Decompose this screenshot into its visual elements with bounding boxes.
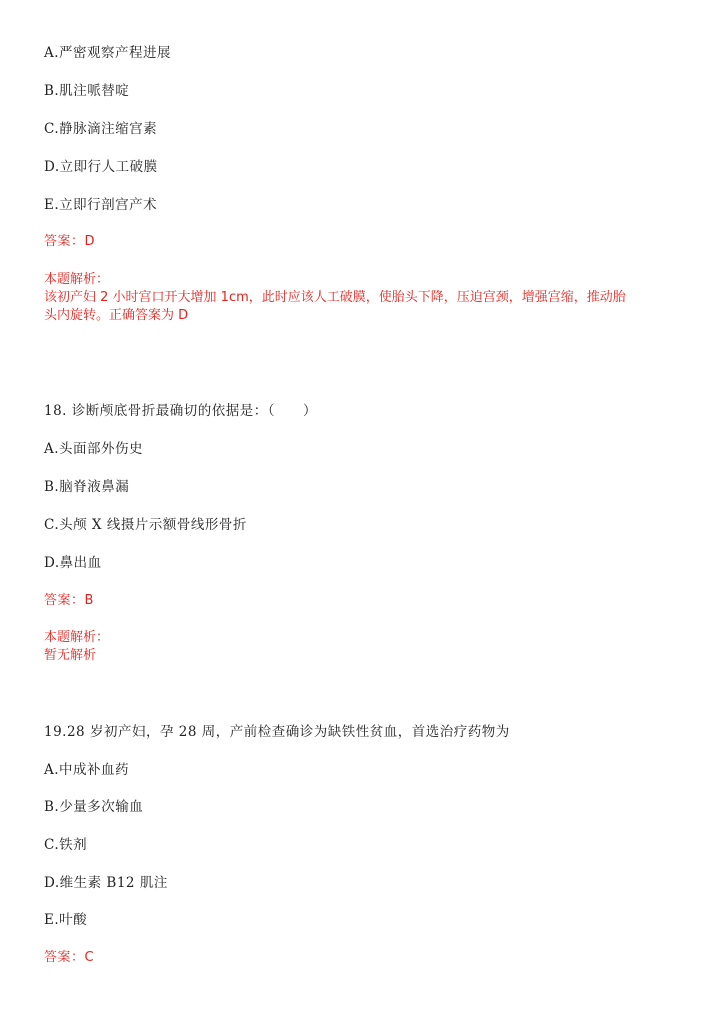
q19-answer: 答案：C — [44, 950, 95, 965]
q18-explanation — [44, 629, 684, 665]
q17-option-d: D.立即行人工破膜 — [44, 159, 158, 175]
q19-option-e: E.叶酸 — [44, 912, 88, 928]
q18-option-b: B.脑脊液鼻漏 — [44, 479, 130, 495]
q17-explanation-label: 本题解析： — [44, 272, 110, 287]
q18-explanation-text: 暂无解析 — [44, 648, 97, 663]
q17-option-b: B.肌注哌替啶 — [44, 83, 130, 99]
q18-question: 18. 诊断颅底骨折最确切的依据是：（ ） — [44, 403, 318, 419]
q19-question: 19.28 岁初产妇，孕 28 周，产前检查确诊为缺铁性贫血，首选治疗药物为 — [44, 724, 510, 740]
q17-option-e: E.立即行剖宫产术 — [44, 197, 158, 213]
q19-option-b: B.少量多次输血 — [44, 799, 144, 815]
q18-answer: 答案：B — [44, 593, 94, 608]
q17-explanation-line1: 该初产妇 2 小时宫口开大增加 1cm，此时应该人工破膜，使胎头下降，压迫宫颈，增强宫缩，推动胎 — [44, 290, 626, 305]
q19-option-d: D.维生素 B12 肌注 — [44, 875, 168, 891]
q17-answer: 答案：D — [44, 234, 96, 249]
q18-explanation-label: 本题解析： — [44, 630, 110, 645]
q19-option-a: A.中成补血药 — [44, 762, 130, 778]
q18-option-a: A.头面部外伤史 — [44, 441, 144, 457]
q19-option-c: C.铁剂 — [44, 837, 88, 853]
q17-option-a: A.严密观察产程进展 — [44, 45, 172, 61]
q18-option-c: C.头颅 X 线摄片示额骨线形骨折 — [44, 517, 247, 533]
q17-option-c: C.静脉滴注缩宫素 — [44, 121, 158, 137]
q17-explanation-line2: 头内旋转。正确答案为 D — [44, 308, 189, 323]
q17-explanation — [44, 271, 684, 325]
q18-option-d: D.鼻出血 — [44, 555, 102, 571]
